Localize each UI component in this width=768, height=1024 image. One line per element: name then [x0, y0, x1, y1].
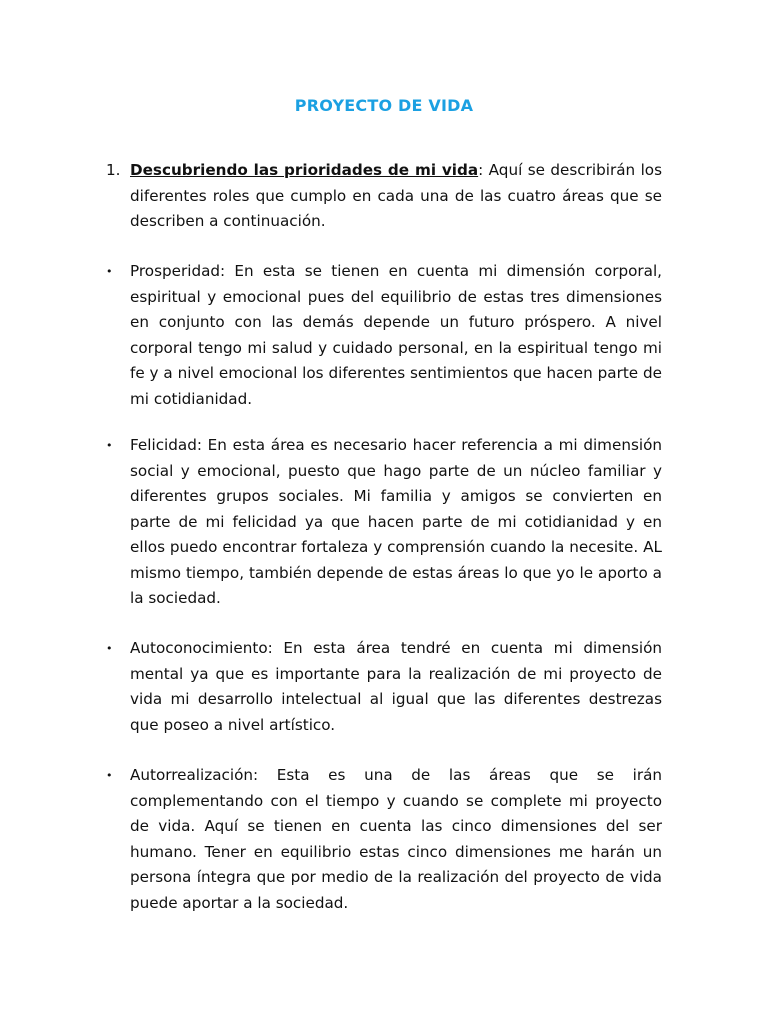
numbered-item-text: : Aquí se describirán los diferentes roles que cumplo en cada una de las cuatro áreas que se describen a continuación.	[130, 161, 663, 230]
numbered-item-paragraph	[130, 158, 662, 235]
bullet-marker: •	[106, 769, 113, 782]
bullet-item-felicidad	[106, 433, 662, 612]
bullet-item-autorrealizacion	[106, 763, 662, 916]
bullet-item-autoconocimiento	[106, 636, 662, 738]
bullet-text: Autorrealización: Esta es una de las áreas que se irán complementando con el tiempo y cuando se complete mi proyecto de vida. Aquí se tienen en cuenta las cinco dimensiones del ser humano. Tener en equilibrio estas cinco dimensiones me harán un persona íntegra que por medio de la realización del proyecto de vida puede aportar a la sociedad.	[130, 766, 662, 912]
numbered-item-heading: Descubriendo las prioridades de mi vida	[130, 161, 479, 179]
bullet-text: Autoconocimiento: En esta área tendré en cuenta mi dimensión mental ya que es importante para la realización de mi proyecto de vida mi desarrollo intelectual al igual que las diferentes destrezas que poseo a nivel artístico.	[130, 639, 662, 734]
numbered-item	[106, 158, 662, 235]
bullet-marker: •	[106, 642, 113, 655]
bullet-text: Prosperidad: En esta se tienen en cuenta mi dimensión corporal, espiritual y emocional pues del equilibrio de estas tres dimensiones en conjunto con las demás depende un futuro próspero. A nivel corporal tengo mi salud y cuidado personal, en la espiritual tengo mi fe y a nivel emocional los diferentes sentimientos que hacen parte de mi cotidianidad.	[130, 262, 662, 408]
document-title: PROYECTO DE VIDA	[294, 96, 474, 115]
bullet-marker: •	[106, 265, 113, 278]
bullet-marker: •	[106, 439, 113, 452]
numbered-item-marker: 1.	[106, 161, 121, 179]
bullet-item-prosperidad	[106, 259, 662, 412]
bullet-text: Felicidad: En esta área es necesario hacer referencia a mi dimensión social y emocional, puesto que hago parte de un núcleo familiar y diferentes grupos sociales. Mi familia y amigos se convierten en parte de mi felicidad ya que hacen parte de mi cotidianidad y en ellos puedo encontrar fortaleza y comprensión cuando la necesite. AL mismo tiempo, también depende de estas áreas lo que yo le aporto a la sociedad.	[130, 436, 662, 607]
